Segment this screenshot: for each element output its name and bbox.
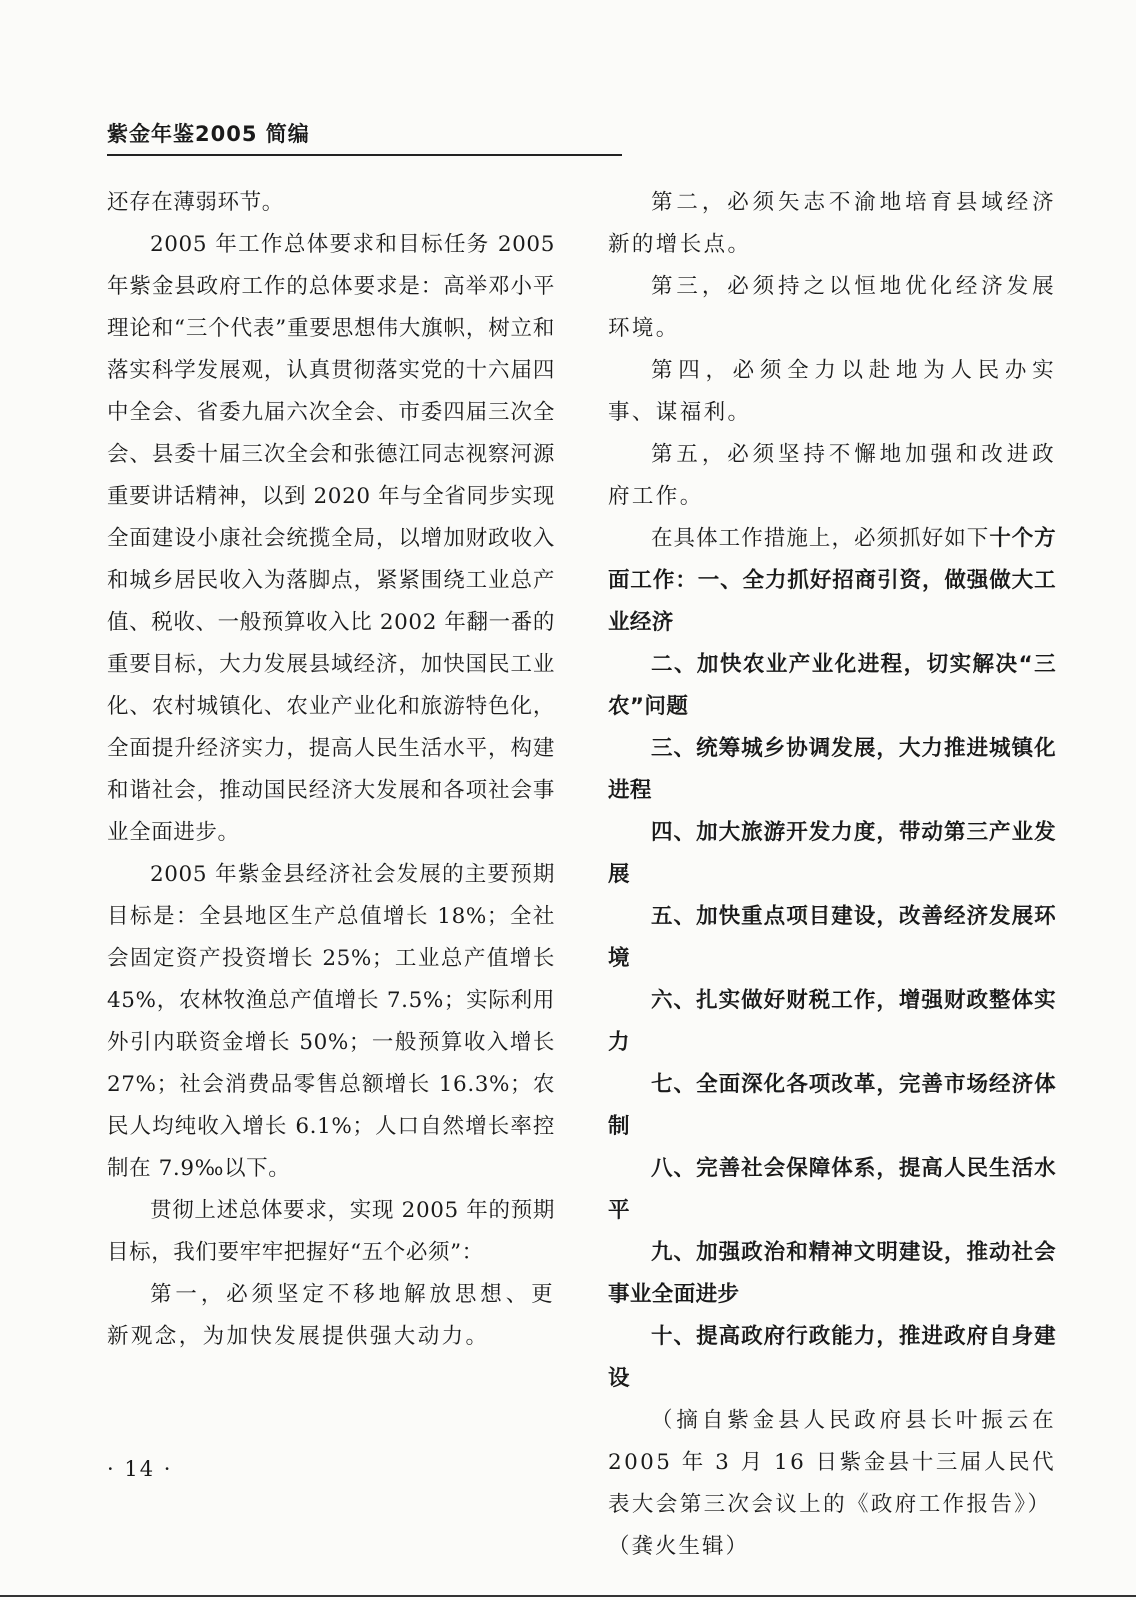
scan-edge-line bbox=[0, 1595, 1136, 1597]
paragraph: 贯彻上述总体要求，实现 2005 年的预期目标，我们要牢牢把握好“五个必须”： bbox=[107, 1198, 555, 1265]
paragraph: 第一，必须坚定不移地解放思想、更新观念，为加快发展提供强大动力。 bbox=[107, 1282, 555, 1349]
page-number: · 14 · bbox=[107, 1457, 173, 1481]
yearbook-title: 紫金年鉴2005 简编 bbox=[107, 122, 310, 146]
left-column bbox=[107, 182, 555, 1358]
list-item: 二、加快农业产业化进程，切实解决“三农”问题 bbox=[608, 652, 1056, 719]
list-item: 六、扎实做好财税工作，增强财政整体实力 bbox=[608, 988, 1056, 1055]
paragraph: 第四，必须全力以赴地为人民办实事、谋福利。 bbox=[608, 358, 1056, 425]
paragraph: 还存在薄弱环节。 bbox=[107, 190, 284, 215]
right-column bbox=[608, 182, 1056, 1568]
paragraph: 第三，必须持之以恒地优化经济发展环境。 bbox=[608, 274, 1056, 341]
list-item: 三、统筹城乡协调发展，大力推进城镇化进程 bbox=[608, 736, 1056, 803]
paragraph: 2005 年工作总体要求和目标任务 2005 年紫金县政府工作的总体要求是：高举邓小平理论和“三个代表”重要思想伟大旗帜，树立和落实科学发展观，认真贯彻落实党的十六届四中全会、省委九届六次全会、市委四届三次全会、县委十届三次全会和张德江同志视察河源重要讲话精神，以到 2020 年与全省同步实现全面建设小康社会统揽全局，以增加财政收入和城乡居民收入为落脚点，紧紧围绕工业总产值、税收、一般预算收入比 2002 年翻一番的重要目标，大力发展县域经济，加快国民工业化、农村城镇化、农业产业化和旅游特色化，全面提升经济实力，提高人民生活水平，构建和谐社会，推动国民经济大发展和各项社会事业全面进步。 bbox=[107, 232, 555, 845]
list-item: 四、加大旅游开发力度，带动第三产业发展 bbox=[608, 820, 1056, 887]
paragraph: 第二，必须矢志不渝地培育县域经济新的增长点。 bbox=[608, 190, 1056, 257]
paragraph: 2005 年紫金县经济社会发展的主要预期目标是：全县地区生产总值增长 18%；全社会固定资产投资增长 25%；工业总产值增长 45%，农林牧渔总产值增长 7.5%；实际利用外引内联资金增长 50%；一般预算收入增长 27%；社会消费品零售总额增长 16.3%；农民人均纯收入增长 6.1%；人口自然增长率控制在 7.9‰以下。 bbox=[107, 862, 555, 1181]
running-header bbox=[107, 118, 622, 156]
list-item: 十、提高政府行政能力，推进政府自身建设 bbox=[608, 1324, 1056, 1391]
list-item: 九、加强政治和精神文明建设，推动社会事业全面进步 bbox=[608, 1240, 1056, 1307]
list-item: 八、完善社会保障体系，提高人民生活水平 bbox=[608, 1156, 1056, 1223]
list-item: 七、全面深化各项改革，完善市场经济体制 bbox=[608, 1072, 1056, 1139]
editor-credit: （龚火生辑） bbox=[608, 1534, 750, 1559]
list-item: 五、加快重点项目建设，改善经济发展环境 bbox=[608, 904, 1056, 971]
paragraph: 第五，必须坚持不懈地加强和改进政府工作。 bbox=[608, 442, 1056, 509]
source-note: （摘自紫金县人民政府县长叶振云在 2005 年 3 月 16 日紫金县十三届人民代表大会第三次会议上的《政府工作报告》） bbox=[608, 1408, 1056, 1517]
paragraph: 在具体工作措施上，必须抓好如下十个方面工作：一、全力抓好招商引资，做强做大工业经济 bbox=[608, 526, 1056, 635]
